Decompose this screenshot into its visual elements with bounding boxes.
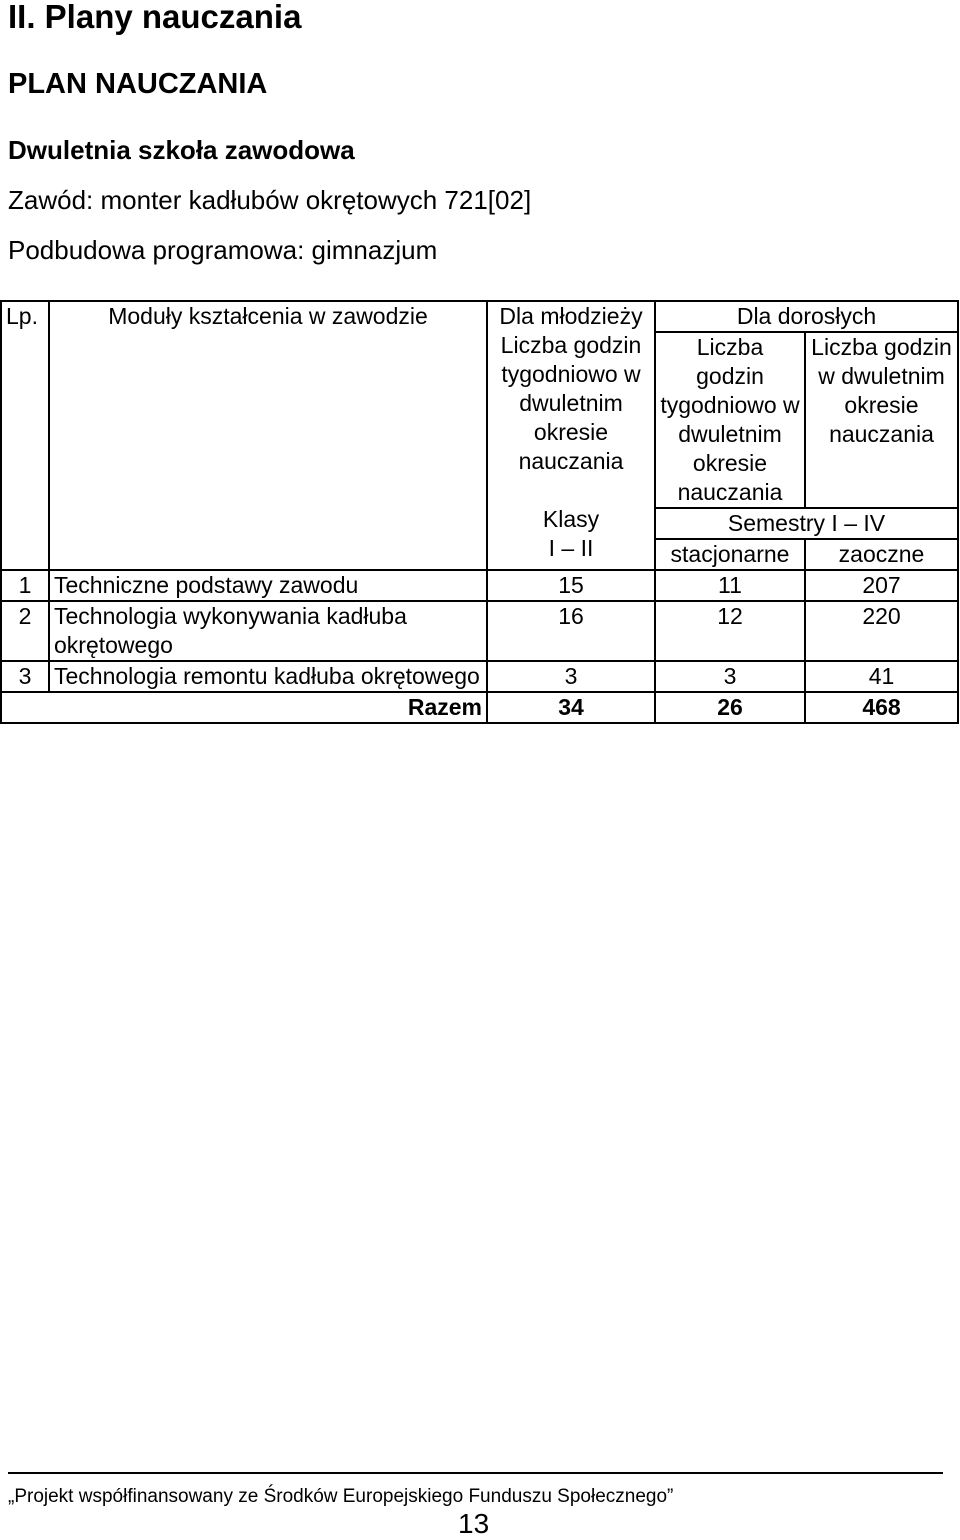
youth-hours-label: Liczba godzin tygodniowo w dwuletnim okresie nauczania — [500, 332, 642, 474]
extramural-value: 207 — [805, 570, 958, 601]
modules-header: Moduły kształcenia w zawodzie — [49, 301, 487, 570]
adults-total-header: Liczba godzin w dwuletnim okresie nauczania — [805, 332, 958, 508]
table-row — [1, 661, 958, 692]
curriculum-table — [0, 300, 959, 724]
total-stationary: 26 — [655, 692, 805, 723]
stationary-value: 12 — [655, 601, 805, 661]
page-number: 13 — [458, 1508, 490, 1539]
footer-text: „Projekt współfinansowany ze Środków Europejskiego Funduszu Społecznego” — [8, 1486, 674, 1507]
plan-title: PLAN NAUCZANIA — [8, 68, 268, 100]
row-number: 2 — [1, 601, 49, 661]
total-label: Razem — [1, 692, 487, 723]
extramural-value: 220 — [805, 601, 958, 661]
total-row — [1, 692, 958, 723]
stationary-value: 3 — [655, 661, 805, 692]
extramural-header: zaoczne — [805, 539, 958, 570]
module-name: Techniczne podstawy zawodu — [49, 570, 487, 601]
section-heading: II. Plany nauczania — [8, 0, 302, 35]
row-number: 1 — [1, 570, 49, 601]
youth-title: Dla młodzieży — [499, 303, 643, 329]
module-name: Technologia remontu kadłuba okrętowego — [49, 661, 487, 692]
module-name: Technologia wykonywania kadłuba okrętowego — [49, 601, 487, 661]
total-extramural: 468 — [805, 692, 958, 723]
adults-weekly-header: Liczba godzin tygodniowo w dwuletnim okresie nauczania — [655, 332, 805, 508]
adults-title: Dla dorosłych — [655, 301, 958, 332]
youth-header — [487, 301, 655, 570]
extramural-value: 41 — [805, 661, 958, 692]
lp-header: Lp. — [1, 301, 49, 570]
school-type: Dwuletnia szkoła zawodowa — [8, 135, 355, 165]
header-row-1 — [1, 301, 958, 332]
profession-line: Zawód: monter kadłubów okrętowych 721[02] — [8, 185, 532, 215]
row-number: 3 — [1, 661, 49, 692]
footer-divider — [8, 1472, 943, 1474]
table-row — [1, 570, 958, 601]
stationary-header: stacjonarne — [655, 539, 805, 570]
youth-value: 15 — [487, 570, 655, 601]
semesters-header: Semestry I – IV — [655, 508, 958, 539]
youth-classes-range: I – II — [548, 535, 594, 561]
table-row — [1, 601, 958, 661]
total-youth: 34 — [487, 692, 655, 723]
youth-classes-label: Klasy — [542, 506, 600, 532]
youth-value: 16 — [487, 601, 655, 661]
youth-value: 3 — [487, 661, 655, 692]
stationary-value: 11 — [655, 570, 805, 601]
foundation-line: Podbudowa programowa: gimnazjum — [8, 235, 438, 265]
